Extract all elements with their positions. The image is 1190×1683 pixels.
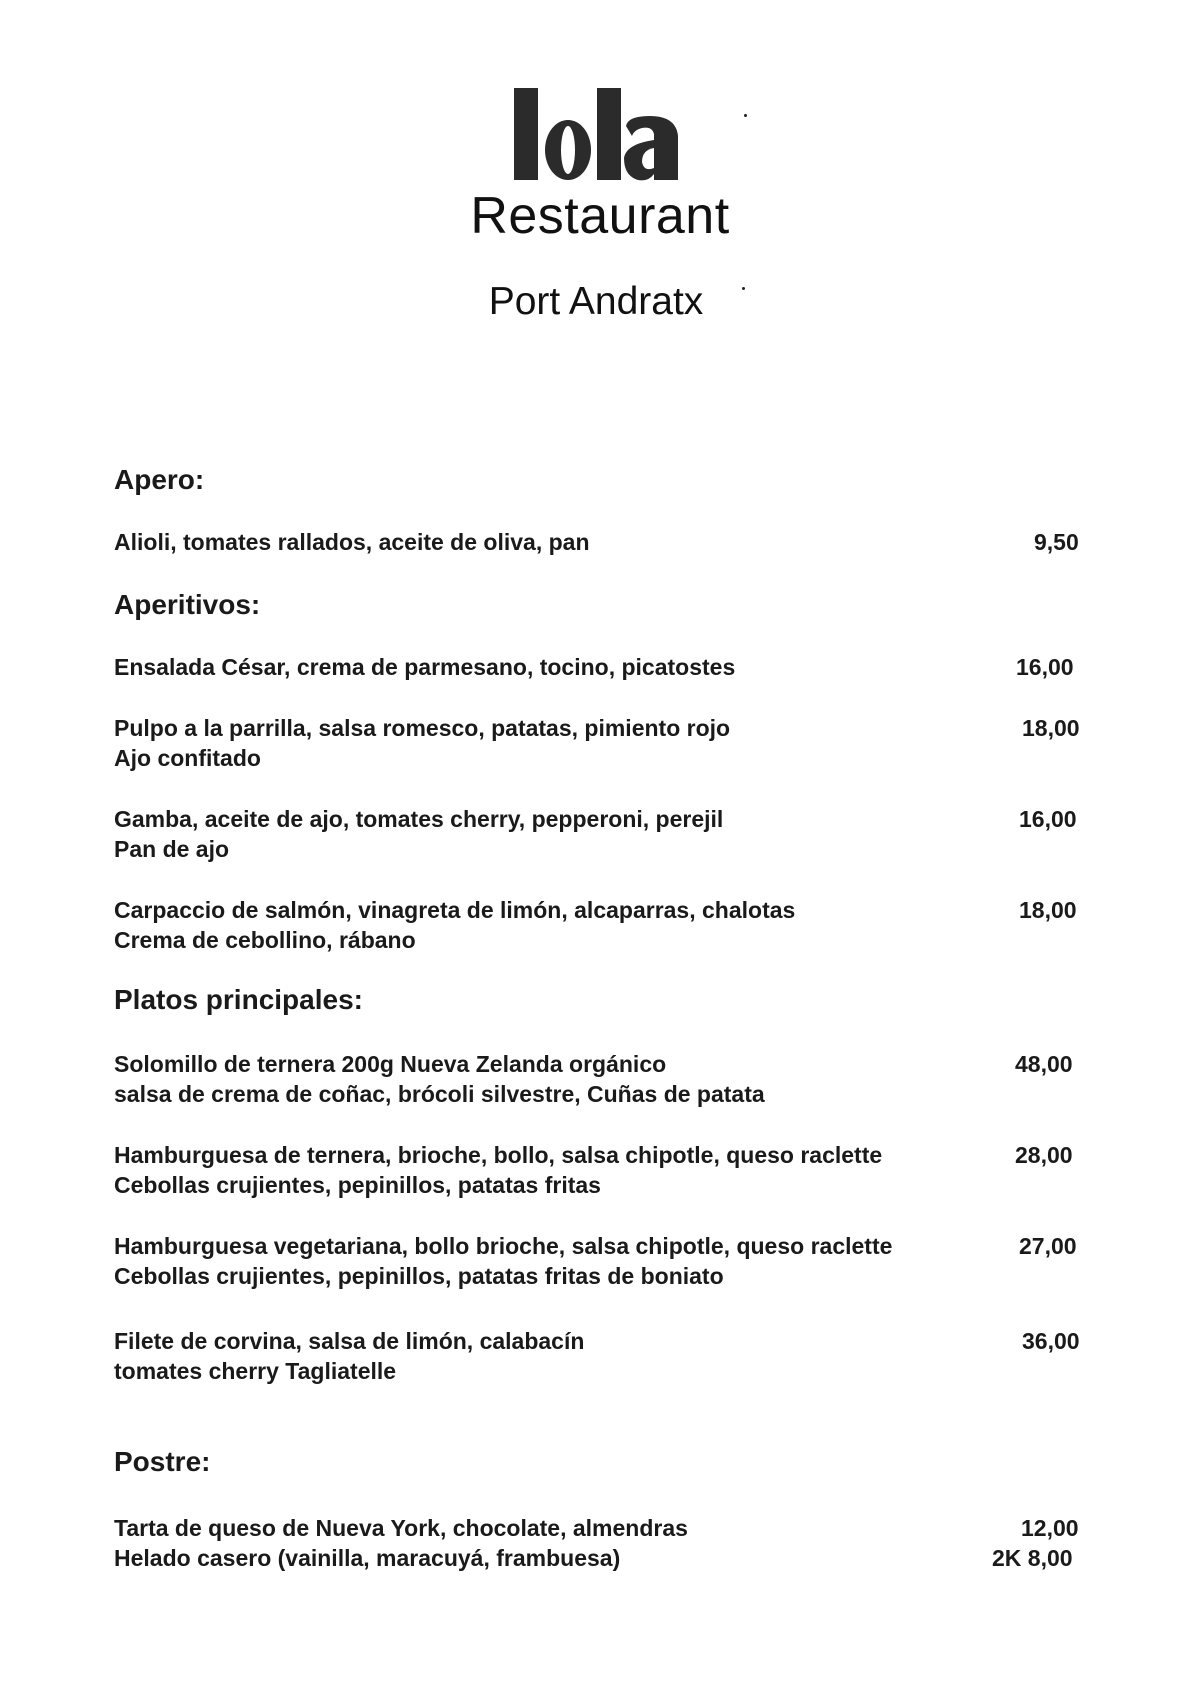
item-price: 16,00 — [1016, 654, 1074, 680]
item-price: 27,00 — [1019, 1233, 1077, 1259]
menu-item — [114, 1140, 1084, 1200]
section-title-postre: Postre: — [114, 1446, 211, 1477]
item-description: Hamburguesa de ternera, brioche, bollo, salsa chipotle, queso raclette — [114, 1142, 883, 1168]
menu-item — [114, 652, 1084, 682]
item-description: Pulpo a la parrilla, salsa romesco, patatas, pimiento rojo — [114, 715, 731, 741]
restaurant-location: Port Andratx — [488, 280, 704, 323]
item-description-line2: Pan de ajo — [114, 836, 230, 862]
section-title-aperitivos: Aperitivos: — [114, 589, 261, 620]
menu-item — [114, 1326, 1084, 1386]
item-price: 2K 8,00 — [992, 1545, 1073, 1571]
menu-item — [114, 527, 1084, 557]
item-description: Gamba, aceite de ajo, tomates cherry, pepperoni, perejil — [114, 806, 724, 832]
item-description: Alioli, tomates rallados, aceite de oliva, pan — [114, 529, 590, 555]
item-description: Helado casero (vainilla, maracuyá, frambuesa) — [114, 1545, 621, 1571]
restaurant-title: Restaurant — [470, 187, 730, 245]
lola-logo — [510, 86, 690, 184]
item-price: 18,00 — [1022, 715, 1080, 741]
item-description: Tarta de queso de Nueva York, chocolate, almendras — [114, 1515, 688, 1541]
menu-item — [114, 1049, 1084, 1109]
item-description: Carpaccio de salmón, vinagreta de limón, alcaparras, chalotas — [114, 897, 796, 923]
menu-item — [114, 1231, 1084, 1291]
item-price: 9,50 — [1034, 529, 1079, 555]
section-title-platos-principales: Platos principales: — [114, 984, 363, 1015]
decorative-dot — [744, 114, 747, 117]
item-price: 12,00 — [1021, 1515, 1079, 1541]
menu-item — [114, 1543, 1084, 1573]
item-description: Ensalada César, crema de parmesano, tocino, picatostes — [114, 654, 736, 680]
item-price: 28,00 — [1015, 1142, 1073, 1168]
item-price: 48,00 — [1015, 1051, 1073, 1077]
item-price: 18,00 — [1019, 897, 1077, 923]
item-description-line2: salsa de crema de coñac, brócoli silvestre, Cuñas de patata — [114, 1081, 765, 1107]
menu-item — [114, 713, 1084, 773]
item-description-line2: Cebollas crujientes, pepinillos, patatas fritas de boniato — [114, 1263, 724, 1289]
menu-item — [114, 804, 1084, 864]
item-description: Solomillo de ternera 200g Nueva Zelanda orgánico — [114, 1051, 667, 1077]
item-description: Filete de corvina, salsa de limón, calabacín — [114, 1328, 585, 1354]
item-price: 36,00 — [1022, 1328, 1080, 1354]
item-description-line2: Ajo confitado — [114, 745, 261, 771]
item-description-line2: Crema de cebollino, rábano — [114, 927, 416, 953]
section-title-apero: Apero: — [114, 464, 205, 495]
item-price: 16,00 — [1019, 806, 1077, 832]
item-description: Hamburguesa vegetariana, bollo brioche, salsa chipotle, queso raclette — [114, 1233, 893, 1259]
item-description-line2: tomates cherry Tagliatelle — [114, 1358, 397, 1384]
menu-item — [114, 1513, 1084, 1543]
item-description-line2: Cebollas crujientes, pepinillos, patatas fritas — [114, 1172, 601, 1198]
menu-item — [114, 895, 1084, 955]
